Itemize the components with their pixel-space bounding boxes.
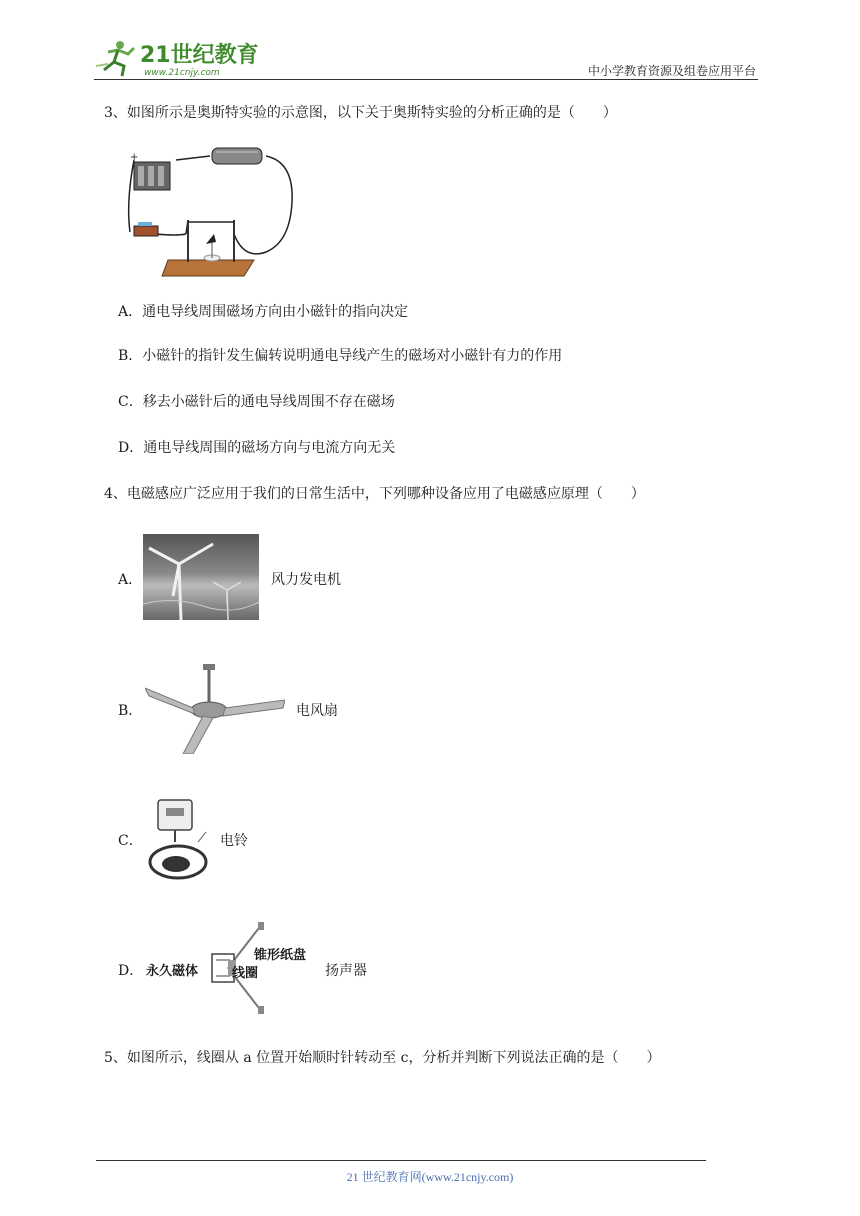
footer-text[interactable]: 21 世纪教育网(www.21cnjy.com) — [346, 1170, 514, 1184]
q4-option-a-label: 风力发电机 — [271, 572, 341, 588]
wind-turbine-photo — [143, 534, 259, 620]
q4-option-a-letter[interactable]: A． — [118, 572, 143, 588]
q3-option-c[interactable]: C．移去小磁针后的通电导线周围不存在磁场 — [118, 394, 395, 410]
speaker-diagram — [146, 920, 322, 1016]
footer-divider — [96, 1160, 706, 1161]
question-5-stem: 5、如图所示，线圈从 a 位置开始顺时针转动至 c，分析并判断下列说法正确的是（ ） — [104, 1050, 661, 1066]
q3-option-a[interactable]: A．通电导线周围磁场方向由小磁针的指向决定 — [118, 304, 409, 320]
header-platform-text: 中小学教育资源及组卷应用平台 — [587, 64, 756, 78]
q4-option-b-letter[interactable]: B． — [118, 703, 143, 719]
electric-bell-photo — [142, 796, 212, 882]
q4-option-c-letter[interactable]: C． — [118, 833, 143, 849]
q3-option-d[interactable]: D．通电导线周围的磁场方向与电流方向无关 — [118, 440, 396, 456]
logo-url: www.21cnjy.com — [144, 68, 220, 78]
q4-option-b-label: 电风扇 — [296, 703, 338, 719]
ceiling-fan-photo — [145, 662, 285, 754]
question-3-stem: 3、如图所示是奥斯特实验的示意图，以下关于奥斯特实验的分析正确的是（ ） — [104, 105, 617, 121]
q4-option-d-letter[interactable]: D． — [118, 963, 144, 979]
q3-option-b[interactable]: B．小磁针的指针发生偏转说明通电导线产生的磁场对小磁针有力的作用 — [118, 348, 563, 364]
oersted-experiment-figure — [116, 142, 296, 278]
svg-text:+: + — [130, 152, 139, 163]
speaker-cone-label: 锥形纸盘 — [254, 948, 307, 963]
speaker-coil-label: 线圈 — [232, 966, 259, 981]
question-4-stem: 4、电磁感应广泛应用于我们的日常生活中，下列哪种设备应用了电磁感应原理（ ） — [104, 486, 645, 502]
q4-option-d-label: 扬声器 — [325, 963, 367, 979]
speaker-magnet-label: 永久磁体 — [146, 964, 199, 979]
logo-text: 21世纪教育 — [140, 43, 259, 68]
site-logo — [94, 36, 264, 80]
q4-option-c-label: 电铃 — [220, 833, 248, 849]
header-divider — [94, 79, 758, 80]
